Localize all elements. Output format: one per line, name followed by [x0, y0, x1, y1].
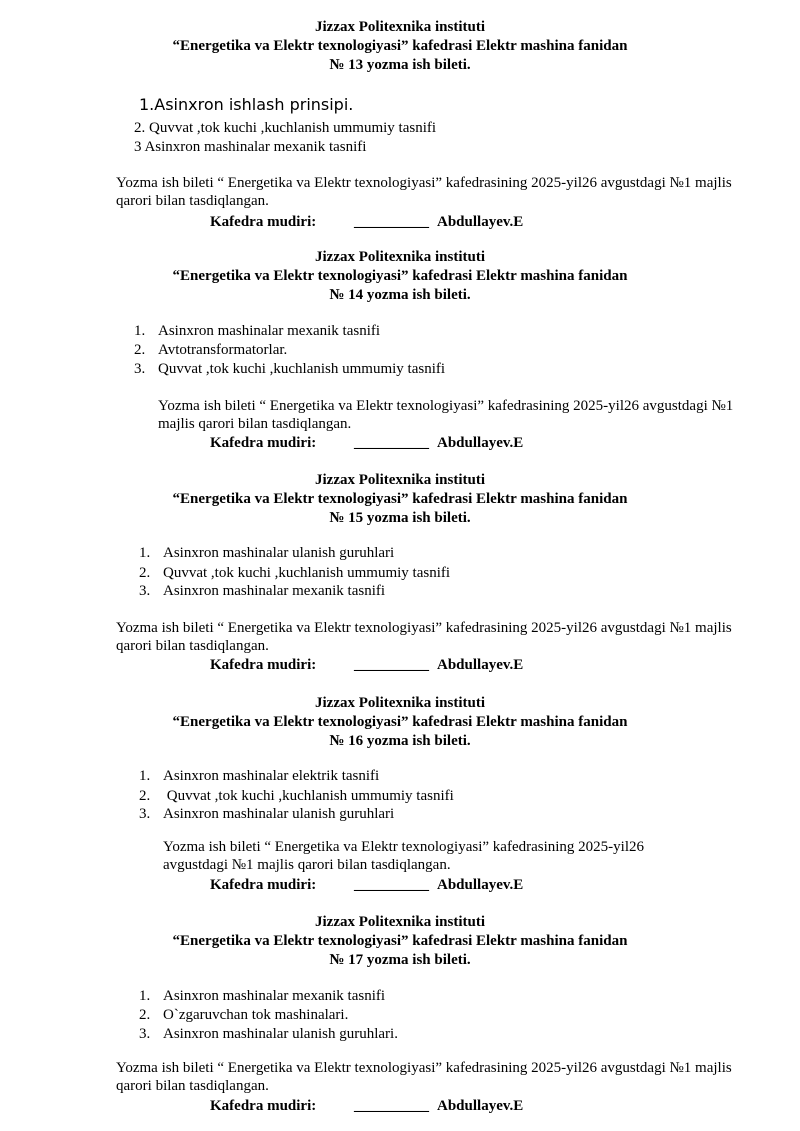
question-text: Quvvat ,tok kuchi ,kuchlanish ummumiy tasnifi [163, 565, 451, 581]
ticket-13 [0, 18, 800, 228]
signature-label: Kafedra mudiri: [210, 214, 317, 230]
list-item [139, 987, 385, 1005]
question-text: Asinxron ishlash prinsipi. [154, 95, 354, 114]
question-number: 1. [139, 95, 155, 114]
institute-name: Jizzax Politexnika instituti [315, 914, 485, 930]
department-line: “Energetika va Elektr texnologiyasi” kafedrasi Elektr mashina fanidan [172, 38, 628, 54]
question-text: Avtotransformatorlar. [158, 342, 288, 358]
approval-text: Yozma ish bileti “ Energetika va Elektr texnologiyasi” kafedrasining 2025-yil26 avgustdagi №1 majlis qarori bilan tasdiqlangan. [116, 620, 732, 654]
signature-line: __________ [354, 435, 429, 451]
ticket-17 [0, 913, 800, 1123]
list-item [139, 787, 454, 805]
list-item [139, 767, 379, 785]
signature-label: Kafedra mudiri: [210, 657, 317, 673]
list-item [139, 1025, 398, 1043]
list-item [139, 1006, 348, 1024]
question-number: 2. [139, 788, 151, 804]
question-number: 3. [139, 806, 151, 822]
question-number: 2. [139, 565, 151, 581]
institute-name: Jizzax Politexnika instituti [315, 472, 485, 488]
list-item [139, 544, 394, 562]
question-number: 3. [134, 361, 146, 377]
question-text: Asinxron mashinalar ulanish guruhlari [163, 806, 395, 822]
list-item [139, 564, 450, 582]
list-item [134, 341, 287, 359]
list-item [134, 360, 445, 378]
question-text: Quvvat ,tok kuchi ,kuchlanish ummumiy tasnifi [158, 361, 446, 377]
department-line: “Energetika va Elektr texnologiyasi” kafedrasi Elektr mashina fanidan [172, 268, 628, 284]
ticket-14 [0, 248, 800, 458]
ticket-15 [0, 471, 800, 681]
signature-name: Abdullayev.E [437, 214, 524, 230]
signature-line: __________ [354, 1098, 429, 1114]
ticket-title: № 14 yozma ish bileti. [329, 287, 471, 303]
signature-name: Abdullayev.E [437, 877, 524, 893]
question-text: Asinxron mashinalar elektrik tasnifi [163, 768, 380, 784]
approval-text: Yozma ish bileti “ Energetika va Elektr texnologiyasi” kafedrasining 2025-yil26 avgustdagi №1 majlis qarori bilan tasdiqlangan. [116, 1060, 732, 1094]
ticket-16 [0, 694, 800, 904]
department-line: “Energetika va Elektr texnologiyasi” kafedrasi Elektr mashina fanidan [172, 714, 628, 730]
approval-text: Yozma ish bileti “ Energetika va Elektr texnologiyasi” kafedrasining 2025-yil26 avgustdagi №1 majlis qarori bilan tasdiqlangan. [158, 398, 734, 432]
signature-name: Abdullayev.E [437, 1098, 524, 1114]
question-number: 1. [139, 988, 151, 1004]
question-text: Quvvat ,tok kuchi ,kuchlanish ummumiy tasnifi [149, 120, 437, 136]
signature-label: Kafedra mudiri: [210, 877, 317, 893]
list-item [134, 322, 380, 340]
approval-text: Yozma ish bileti “ Energetika va Elektr texnologiyasi” kafedrasining 2025-yil26 avgustdagi №1 majlis qarori bilan tasdiqlangan. [116, 175, 732, 209]
question-text: Quvvat ,tok kuchi ,kuchlanish ummumiy tasnifi [163, 788, 454, 804]
question-text: Asinxron mashinalar mexanik tasnifi [158, 323, 381, 339]
question-text: Asinxron mashinalar ulanish guruhlari. [163, 1026, 398, 1042]
list-item [134, 138, 366, 156]
approval-text: Yozma ish bileti “ Energetika va Elektr texnologiyasi” kafedrasining 2025-yil26 avgustdagi №1 majlis qarori bilan tasdiqlangan. [163, 839, 645, 873]
question-number: 3. [139, 583, 151, 599]
question-number: 3. [139, 1026, 151, 1042]
question-text: Asinxron mashinalar mexanik tasnifi [163, 583, 386, 599]
question-number: 2. [134, 342, 146, 358]
question-number: 1. [139, 768, 151, 784]
question-number: 1. [139, 545, 151, 561]
ticket-title: № 16 yozma ish bileti. [329, 733, 471, 749]
list-item [139, 582, 385, 600]
question-number: 3 [134, 139, 142, 155]
signature-label: Kafedra mudiri: [210, 435, 317, 451]
department-line: “Energetika va Elektr texnologiyasi” kafedrasi Elektr mashina fanidan [172, 933, 628, 949]
signature-line: __________ [354, 877, 429, 893]
list-item [134, 119, 436, 137]
question-text: Asinxron mashinalar mexanik tasnifi [163, 988, 386, 1004]
list-item [139, 96, 353, 114]
question-number: 2. [134, 120, 146, 136]
institute-name: Jizzax Politexnika instituti [315, 19, 485, 35]
signature-line: __________ [354, 657, 429, 673]
question-text: O`zgaruvchan tok mashinalari. [163, 1007, 349, 1023]
ticket-title: № 13 yozma ish bileti. [329, 57, 471, 73]
department-line: “Energetika va Elektr texnologiyasi” kafedrasi Elektr mashina fanidan [172, 491, 628, 507]
question-number: 1. [134, 323, 146, 339]
question-text: Asinxron mashinalar ulanish guruhlari [163, 545, 395, 561]
ticket-title: № 15 yozma ish bileti. [329, 510, 471, 526]
ticket-title: № 17 yozma ish bileti. [329, 952, 471, 968]
question-text: Asinxron mashinalar mexanik tasnifi [144, 139, 367, 155]
signature-name: Abdullayev.E [437, 657, 524, 673]
signature-name: Abdullayev.E [437, 435, 524, 451]
institute-name: Jizzax Politexnika instituti [315, 249, 485, 265]
institute-name: Jizzax Politexnika instituti [315, 695, 485, 711]
signature-line: __________ [354, 214, 429, 230]
list-item [139, 805, 394, 823]
signature-label: Kafedra mudiri: [210, 1098, 317, 1114]
question-number: 2. [139, 1007, 151, 1023]
